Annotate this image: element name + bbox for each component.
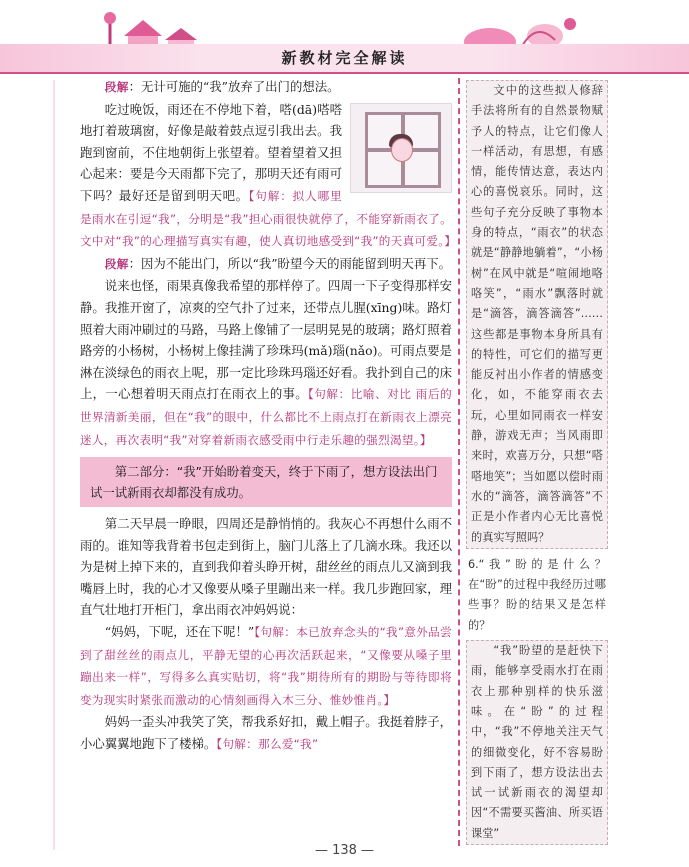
sentence-analysis-text: 哪里是雨水在引逗“我”，分明是“我”担心雨很快就停了，不能穿新雨衣了。文中对“我”的心理描写真实有趣，使人真切地感受到“我”的天真可爱。】 bbox=[80, 188, 457, 249]
paragraph-summary-1 bbox=[80, 76, 452, 99]
sidebar-answer-text: “我”盼望的是赶快下雨，能够享受雨水打在雨衣上那种别样的快乐滋味。在“盼”的过程中，“我”不停地关注天气的细微变化，好不容易盼到下雨了，想方设法出去试一试新雨衣的渴望却因“不需要买酱油、所买语课堂” bbox=[471, 644, 603, 840]
sentence-analysis-text: 意外品尝到了甜丝丝的雨点儿，平静无望的心再次活跃起来，“又像要从嗓子里蹦出来一样”，写得多么真实贴切，将“我”期待所有的期盼与等待即将变为现实时紧张而激动的心情刻画得入木三分、惟妙惟肖。】 bbox=[80, 625, 453, 707]
sentence-analysis-tag: 【句解：本已放弃念头的“我” bbox=[254, 625, 405, 640]
sentence-analysis-tag: 【句解：拟人 bbox=[248, 188, 318, 203]
part-two-summary-box: 第二部分：“我”开始盼着变天，终于下雨了，想方设法出门试一试新雨衣却都没有成功。 bbox=[80, 457, 452, 507]
story-paragraph-4 bbox=[80, 275, 452, 451]
sentence-analysis-tag: 【句解：那么爱“我” bbox=[216, 737, 319, 752]
paragraph-summary-label: 段解 bbox=[104, 256, 129, 271]
sidebar-question-text: 6.“我”盼的是什么？在“盼”的过程中我经历过哪些事？盼的结果又是怎样的？ bbox=[468, 557, 606, 632]
header-title: 新教材完全解读 bbox=[281, 49, 408, 67]
paragraph-summary-text: ：无计可施的“我”放弃了出门的想法。 bbox=[128, 79, 340, 94]
page-number: — 138 — bbox=[314, 843, 375, 858]
story-paragraph-2-text: 吃过晚饭，雨还在不停地下着，嗒(dā)嗒嗒地打着玻璃窗，好像是敲着鼓点逗引我出去。我跑到窗前，不住地朝街上张望着。望着望着又担心起来：要是今天雨都下完了，那明天还有雨可下吗？最好还是留到明天吧。 bbox=[80, 101, 342, 203]
sentence-analysis-text: 雨后的世界清新美丽，但在“我”的眼中，什么都比不上雨点打在新雨衣上漂亮迷人，再次表明“我”对穿着新雨衣感受雨中行走乐趣的强烈渴望。】 bbox=[80, 387, 453, 447]
story-paragraph-7-text: 妈妈一歪头冲我笑了笑，帮我系好扣，戴上帽子。我挺着脖子，小心翼翼地跑下了楼梯。 bbox=[80, 714, 452, 752]
paragraph-summary-text: ：因为不能出门，所以“我”盼望今天的雨能留到明天再下。 bbox=[128, 255, 452, 271]
paragraph-summary-label: 段解 bbox=[104, 80, 129, 94]
story-paragraph-7 bbox=[80, 711, 452, 755]
sentence-analysis-tag: 【句解：比喻、对比 bbox=[307, 387, 412, 402]
left-margin-decoration bbox=[0, 80, 64, 850]
story-paragraph-5 bbox=[80, 513, 452, 621]
paragraph-summary-3 bbox=[80, 253, 452, 276]
girl-at-window-illustration bbox=[350, 103, 452, 193]
sidebar-notes bbox=[458, 78, 608, 846]
story-paragraph-6 bbox=[80, 621, 452, 711]
main-text-column bbox=[80, 76, 457, 846]
sidebar-answer-box bbox=[466, 640, 608, 845]
sidebar-commentary-box bbox=[466, 80, 608, 549]
sidebar-commentary-text: 文中的这些拟人修辞手法将所有的自然景物赋予人的特点，让它们像人一样活动，有思想，有感情，能传情达意，表达内心的喜悦哀乐。同时，这些句子充分反映了事物本身的特点，“雨衣”的状态就是“静静地躺着”，“小杨树”在风中就是“喧闹地咯咯笑”，“雨水”飘落时就是“滴答，滴答滴答”……这些都是事物本身所具有的特性，可它们的描写更能反衬出小作者的情感变化，如，不能穿雨衣去玩，心里如同雨衣一样安静，游戏无声；当风雨即来时，欢喜万分，只想“嗒嗒地笑”；当如愿以偿时雨水的“滴答，滴答滴答”不正是小作者内心无比喜悦的真实写照吗？ bbox=[471, 84, 603, 544]
page-header bbox=[0, 0, 689, 80]
sidebar-question bbox=[466, 555, 608, 636]
story-paragraph-4-text: 说来也怪，雨果真像我希望的那样停了。四周一下子变得那样安静。我推开窗了，凉爽的空气扑了过来，还带点儿腥(xīng)味。路灯照着大雨冲刷过的马路，马路上像铺了一层明晃晃的玻璃；路灯照着路旁的小杨树，小杨树上像挂满了珍珠玛(mǎ)瑙(nǎo)。可雨点要是淋在淡绿色的雨衣上呢，那一定比珍珠玛瑙还好看。我扑到自己的床上，一心想着明天雨点打在雨衣上的事。 bbox=[80, 278, 452, 402]
story-paragraph-5-text: 第二天早晨一睁眼，四周还是静悄悄的。我灰心不再想什么雨不雨的。谁知等我背着书包走到街上，脑门儿落上了几滴水珠。我还以为是树上掉下来的，直到我仰着头睁开树，甜丝丝的雨点儿又滴到我嘴唇上时，我的心才又像要从嗓子里蹦出来一样。我几步跑回家，理直气壮地打开柜门，拿出雨衣冲妈妈说： bbox=[80, 516, 452, 618]
story-paragraph-6-text: “妈妈，下呢，还在下呢！” bbox=[104, 624, 255, 640]
